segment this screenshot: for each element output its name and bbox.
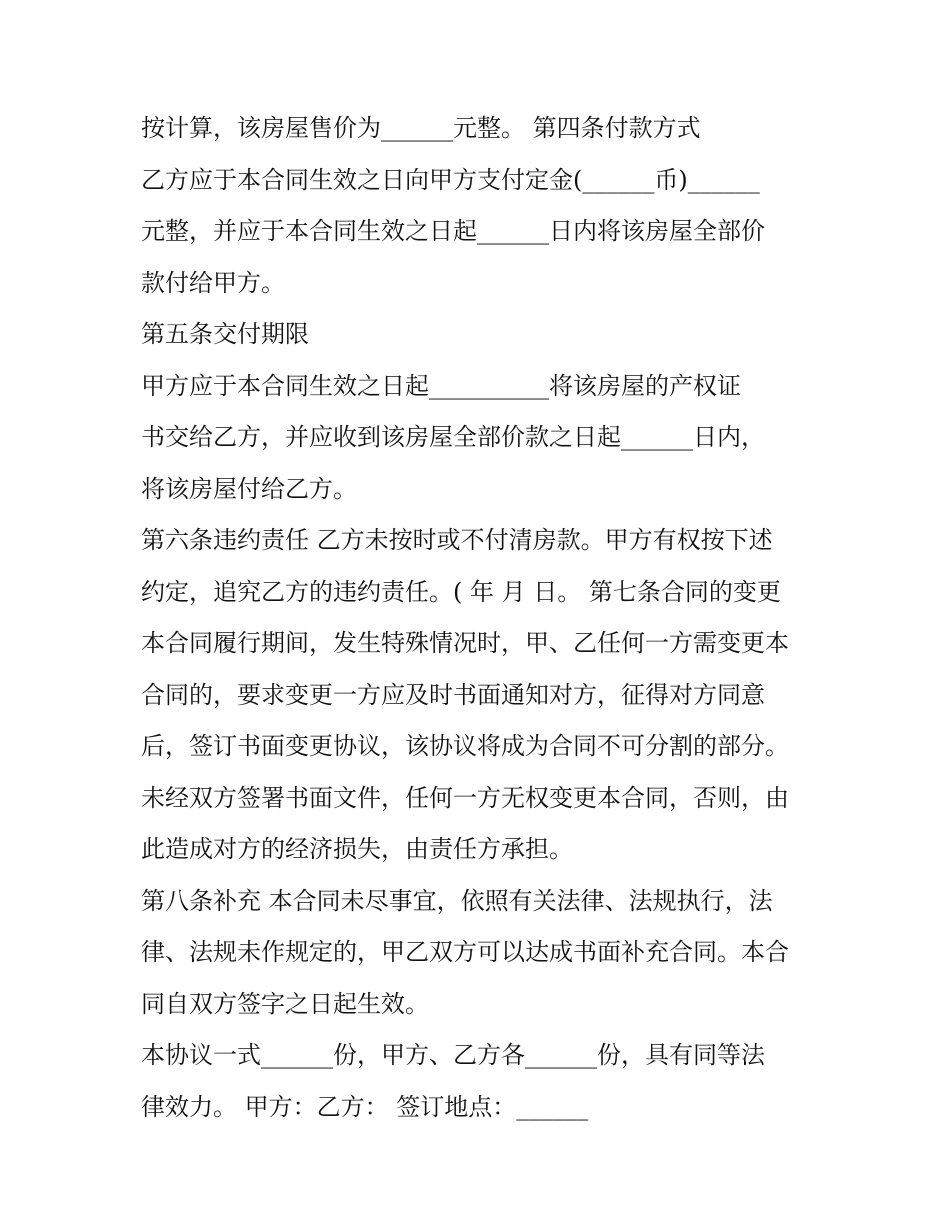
text-line: 第六条违约责任 乙方未按时或不付清房款。甲方有权按下述: [141, 526, 773, 554]
text-line: 同自双方签字之日起生效。: [141, 989, 429, 1018]
text-line: 律效力。 甲方：乙方： 签订地点：______: [141, 1092, 589, 1121]
text-line: 第八条补充 本合同未尽事宜，依照有关法律、法规执行，法: [141, 886, 773, 915]
text-line: 后，签订书面变更协议，该协议将成为合同不可分割的部分。: [141, 732, 789, 760]
text-line: 未经双方签署书面文件，任何一方无权变更本合同，否则，由: [141, 783, 789, 812]
section-heading: 第五条交付期限: [141, 320, 309, 348]
text-line: 书交给乙方，并应收到该房屋全部价款之日起______日内，: [141, 423, 765, 451]
contract-body: [141, 103, 831, 1133]
text-line: 甲方应于本合同生效之日起__________将该房屋的产权证: [141, 371, 741, 400]
text-line: 此造成对方的经济损失，由责任方承担。: [141, 835, 573, 863]
text-line: 将该房屋付给乙方。: [141, 474, 357, 503]
text-line: 本协议一式______份，甲方、乙方各______份，具有同等法: [141, 1041, 765, 1069]
text-line: 约定，追究乙方的违约责任。( 年 月 日。 第七条合同的变更: [141, 577, 781, 606]
text-line: 款付给甲方。: [141, 268, 285, 297]
text-line: 合同的，要求变更一方应及时书面通知对方，征得对方同意: [141, 680, 765, 709]
text-line: 元整，并应于本合同生效之日起______日内将该房屋全部价: [141, 217, 765, 245]
text-line: 本合同履行期间，发生特殊情况时，甲、乙任何一方需变更本: [141, 629, 789, 657]
text-line: 按计算，该房屋售价为______元整。 第四条付款方式: [141, 114, 701, 142]
text-line: 律、法规未作规定的，甲乙双方可以达成书面补充合同。本合: [141, 938, 789, 966]
text-line: 乙方应于本合同生效之日向甲方支付定金(______币)______: [141, 165, 760, 194]
